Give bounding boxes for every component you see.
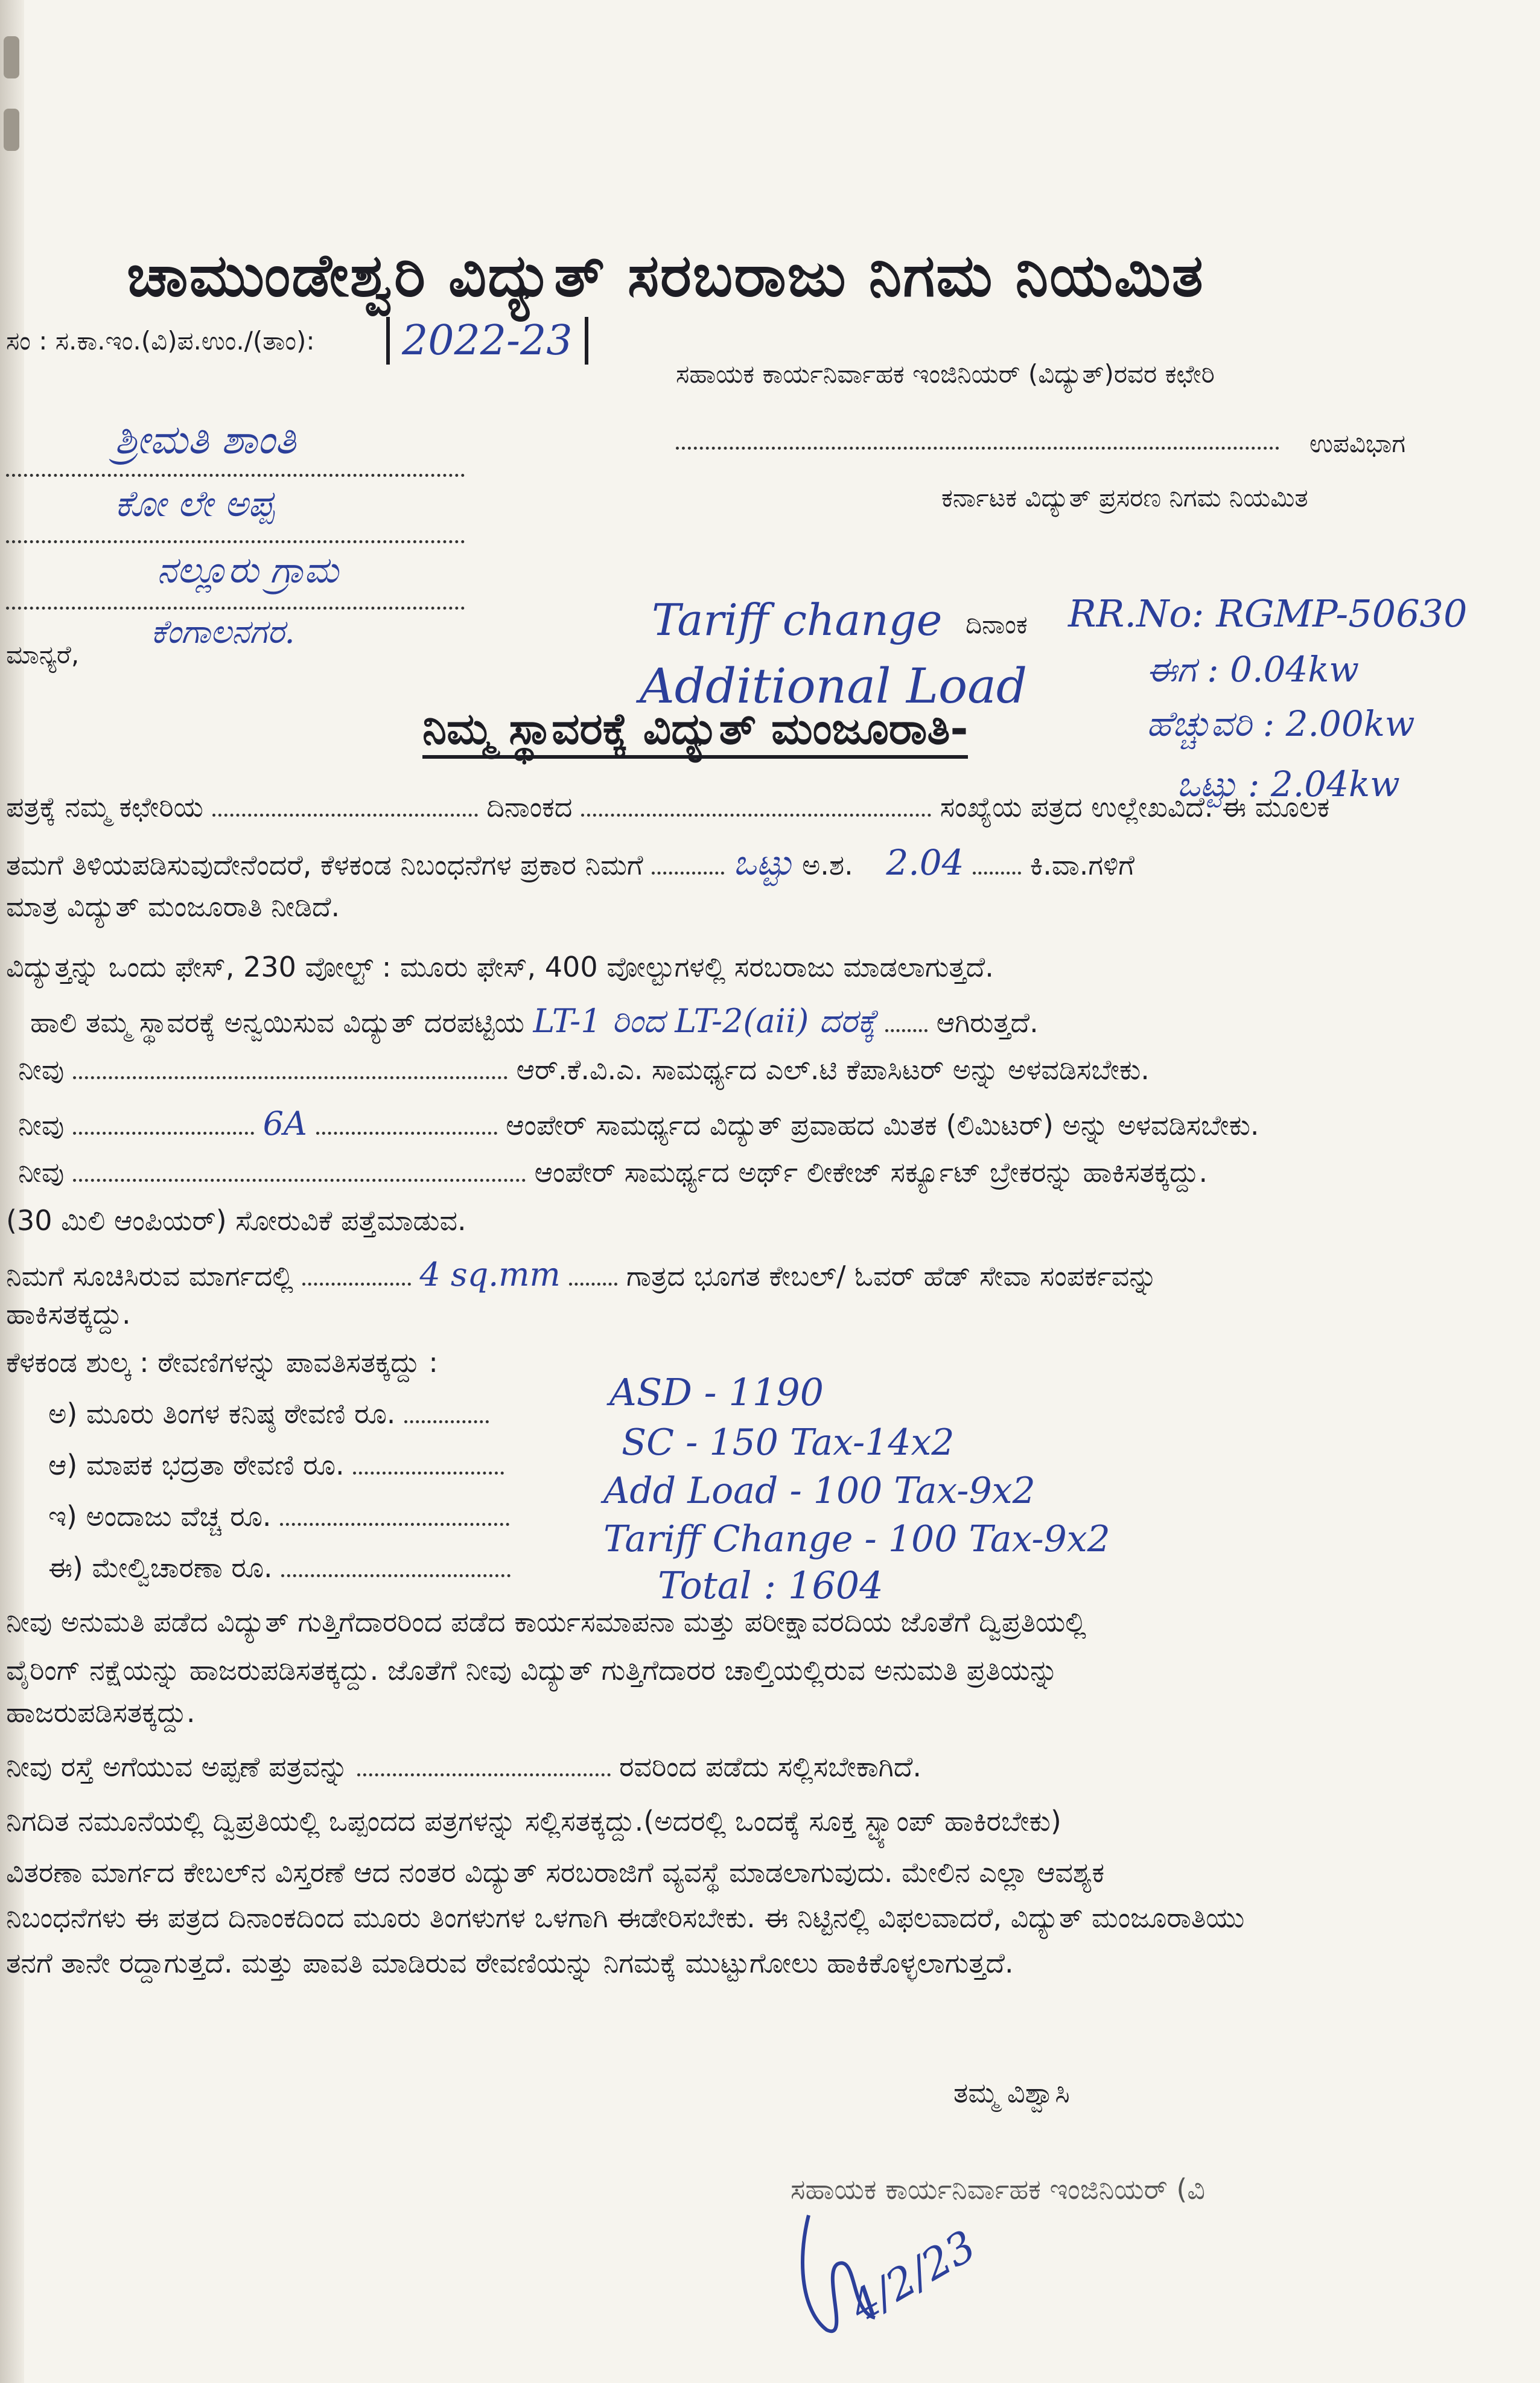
para1-date: ದಿನಾಂಕದ [486,791,573,823]
cable-end: ಹಾಕಿಸತಕ್ಕದ್ದು. [6,1298,131,1330]
limiter-text: ಆಂಪೇರ್ ಸಾಮರ್ಥ್ಯದ ವಿದ್ಯುತ್ ಪ್ರವಾಹದ ಮಿತಕ (ಲಿಮಿಟರ್) ಅನ್ನು ಅಳವಡಿಸಬೇಕು. [506,1109,1259,1141]
address-line-2-box [6,483,465,543]
para1-hp: ಅ.ಶ. [801,849,853,881]
binder-edge [0,0,24,2383]
fee-tariff-value: Tariff Change - 100 Tax-9x2 [603,1518,1110,1560]
additional-load-value: ಹೆಚ್ಚುವರಿ : 2.00kw [1147,703,1415,744]
conditions-line-3: ತನಗೆ ತಾನೇ ರದ್ದಾಗುತ್ತದೆ. ಮತ್ತು ಪಾವತಿ ಮಾಡಿರುವ ಠೇವಣಿಯನ್ನು ನಿಗಮಕ್ಕೆ ಮುಟ್ಟುಗೋಲು ಹಾಕಿಕೊಳ್ಳಲಾಗುತ್ತದೆ. [6,1947,1014,1979]
fee-supervision-label: ಈ) ಮೇಲ್ವಿಚಾರಣಾ ರೂ. [48,1551,273,1584]
tariff-change-note: Tariff change [652,595,943,645]
subject-line: ನಿಮ್ಮ ಸ್ಥಾವರಕ್ಕೆ ವಿದ್ಯುತ್ ಮಂಜೂರಾತಿ- [422,703,968,759]
address-line-3-box [6,549,465,610]
fee-estimate-label: ಇ) ಅಂದಾಜು ವೆಚ್ಚ ರೂ. [48,1500,272,1533]
company-title: ಚಾಮುಂಡೇಶ್ವರಿ ವಿದ್ಯುತ್ ಸರಬರಾಜು ನಿಗಮ ನಿಯಮಿತ [127,241,1204,310]
conditions-line-1: ವಿತರಣಾ ಮಾರ್ಗದ ಕೇಬಲ್‌ನ ವಿಸ್ತರಣೆ ಆದ ನಂತರ ವಿದ್ಯುತ್ ಸರಬರಾಜಿಗೆ ವ್ಯವಸ್ಥೆ ಮಾಡಲಾಗುವುದು. ಮೇಲಿನ ಎಲ್ಲಾ ಆವಶ್ಯಕ [6,1856,1105,1889]
date-label: ದಿನಾಂಕ [966,610,1028,639]
blank-total [652,872,724,875]
capacitor-you: ನೀವು [18,1053,65,1086]
fee-deposit-value: ASD - 1190 [609,1370,824,1414]
subdivision-label: ಉಪವಿಭಾಗ [1309,429,1406,458]
blank-fee3 [280,1523,509,1526]
blank-elcb [73,1179,526,1182]
fees-title: ಕೆಳಕಂಡ ಶುಲ್ಕ : ಠೇವಣಿಗಳನ್ನು ಪಾವತಿಸತಕ್ಕದ್ದು : [6,1346,438,1379]
signature-date: 4/2/23 [841,2221,984,2332]
total-load: ಒಟ್ಟು : 2.04kw [1177,764,1400,805]
blank-fee4 [281,1574,511,1577]
blank-cable-a [302,1283,411,1286]
supply-voltage-note: ವಿದ್ಯುತ್ತನ್ನು ಒಂದು ಫೇಸ್, 230 ವೋಲ್ಟ್ : ಮೂರು ಫೇಸ್, 400 ವೋಲ್ಟುಗಳಲ್ಲಿ ಸರಬರಾಜು ಮಾಡಲಾಗುತ್ತದೆ. [6,951,994,983]
limiter-you: ನೀವು [18,1109,65,1141]
elcb-text: ಆಂಪೇರ್ ಸಾಮರ್ಥ್ಯದ ಅರ್ಥ್ ಲೀಕೇಜ್ ಸರ್ಕ್ಯೂಟ್ ಬ್ರೇಕರನ್ನು ಹಾಕಿಸತಕ್ಕದ್ದು. [534,1156,1208,1188]
rr-number: RR.No: RGMP-50630 [1068,592,1468,636]
cable-label: ನಿಮಗೆ ಸೂಚಿಸಿರುವ ಮಾರ್ಗದಲ್ಲಿ [6,1260,294,1292]
para1-end: ಮಾತ್ರ ವಿದ್ಯುತ್ ಮಂಜೂರಾತಿ ನೀಡಿದೆ. [6,890,340,923]
subdivision-blank [676,423,1279,450]
company-name-footer: ಕರ್ನಾಟಕ ವಿದ್ಯುತ್ ಪ್ರಸರಣ ನಿಗಮ ನಿಯಮಿತ [941,483,1308,512]
fee-total: Total : 1604 [658,1563,883,1607]
blank-fee2 [353,1472,504,1475]
blank-limiter-b [316,1132,497,1135]
office-name: ಸಹಾಯಕ ಕಾರ್ಯನಿರ್ವಾಹಕ ಇಂಜಿನಿಯರ್ (ವಿದ್ಯುತ್)ರವರ ಕಛೇರಿ [676,359,1215,389]
limiter-value: 6A [262,1105,307,1143]
sanction-total-word: ಒಟ್ಟು [733,842,794,883]
blank-fee1 [404,1420,489,1423]
conditions-line-2: ನಿಬಂಧನೆಗಳು ಈ ಪತ್ರದ ದಿನಾಂಕದಿಂದ ಮೂರು ತಿಂಗಳುಗಳ ಒಳಗಾಗಿ ಈಡೇರಿಸಬೇಕು. ಈ ನಿಟ್ಟಿನಲ್ಲಿ ವಿಫಲವಾದರೆ, ವಿದ್ಯುತ್ ಮಂಜೂರಾತಿಯು [6,1901,1245,1934]
fee-deposit-label: ಅ) ಮೂರು ತಿಂಗಳ ಕನಿಷ್ಠ ಠೇವಣಿ ರೂ. [48,1397,396,1430]
additional-load-note: Additional Load [640,658,1028,714]
fee-addload-value: Add Load - 100 Tax-9x2 [603,1470,1036,1512]
completion-report-para: ನೀವು ಅನುಮತಿ ಪಡೆದ ವಿದ್ಯುತ್ ಗುತ್ತಿಗೆದಾರರಿಂದ ಪಡೆದ ಕಾರ್ಯಸಮಾಪನಾ ಮತ್ತು ಪರೀಕ್ಷಾವರದಿಯ ಜೊತೆಗೆ ದ್ವಿಪ್ರತಿಯಲ್ಲಿ [6,1606,1086,1638]
cable-size: 4 sq.mm [419,1255,561,1294]
para1-ref: ಸಂಖ್ಯೆಯ ಪತ್ರದ ಉಲ್ಲೇಖವಿದೆ. ಈ ಮೂಲಕ [940,791,1330,823]
reference-number: 2022-23 [386,317,588,365]
cable-text: ಗಾತ್ರದ ಭೂಗತ ಕೇಬಲ್/ ಓವರ್ ಹೆಡ್ ಸೇವಾ ಸಂಪರ್ಕವನ್ನು [626,1260,1157,1292]
punch-hole [4,109,19,151]
road-cut-label: ನೀವು ರಸ್ತೆ ಅಗೆಯುವ ಅಪ್ಪಣೆ ಪತ್ರವನ್ನು [6,1750,348,1783]
wiring-diagram-para: ವೈರಿಂಗ್ ನಕ್ಷೆಯನ್ನು ಹಾಜರುಪಡಿಸತಕ್ಕದ್ದು. ಜೊತೆಗೆ ನೀವು ವಿದ್ಯುತ್ ಗುತ್ತಿಗೆದಾರರ ಚಾಲ್ತಿಯಲ್ಲಿರುವ ಅನುಮತಿ ಪ್ರತಿಯನ್ನು [6,1654,1058,1686]
road-cut-text: ರವರಿಂದ ಪಡೆದು ಸಲ್ಲಿಸಬೇಕಾಗಿದೆ. [619,1750,922,1783]
para1-start: ಪತ್ರಕ್ಕೆ ನಮ್ಮ ಕಛೇರಿಯ [6,791,203,823]
tariff-value: LT-1 ರಿಂದ LT-2(aii) ದರಕ್ಕೆ [533,1002,877,1040]
para1-intimation: ತಮಗೆ ತಿಳಿಯಪಡಿಸುವುದೇನೆಂದರೆ, ಕೆಳಕಂಡ ನಿಬಂಧನೆಗಳ ಪ್ರಕಾರ ನಿಮಗೆ [6,849,643,881]
yours-faithfully: ತಮ್ಮ ವಿಶ್ವಾಸಿ [953,2076,1070,2109]
addressee-relation: ಕೋ ಲೇ ಅಪ್ಪ [115,483,275,525]
existing-load: ಈಗ : 0.04kw [1147,649,1360,690]
punch-hole [4,36,19,78]
sanctioned-kw: 2.04 [886,842,964,883]
blank-tariff [885,1029,928,1032]
blank-cable-b [569,1283,617,1286]
blank-office [212,814,478,817]
capacitor-text: ಆರ್.ಕೆ.ವಿ.ಎ. ಸಾಮರ್ಥ್ಯದ ಎಲ್.ಟಿ ಕೆಪಾಸಿಟರ್ ಅನ್ನು ಅಳವಡಿಸಬೇಕು. [516,1053,1150,1086]
blank-kw [973,872,1021,875]
agreement-para: ನಿಗದಿತ ನಮೂನೆಯಲ್ಲಿ ದ್ವಿಪ್ರತಿಯಲ್ಲಿ ಒಪ್ಪಂದದ ಪತ್ರಗಳನ್ನು ಸಲ್ಲಿಸತಕ್ಕದ್ದು.(ಅದರಲ್ಲಿ ಒಂದಕ್ಕೆ ಸೂಕ್ತ ಸ್ಟ್ಯಾಂಪ್ ಹಾಕಿರಬೇಕು) [6,1805,1061,1837]
addressee-town: ಕೆಂಗಾಲನಗರ. [151,613,295,651]
tariff-suffix: ಆಗಿರುತ್ತದೆ. [936,1006,1039,1039]
addressee-village: ನಲ್ಲೂರು ಗ್ರಾಮ [157,549,339,592]
salutation: ಮಾನ್ಯರೆ, [6,640,80,669]
blank-date [581,814,931,817]
blank-capacitor [73,1076,508,1079]
para1-kw-label: ಕಿ.ವಾ.ಗಳಿಗೆ [1029,849,1135,881]
addressee-name: ಶ್ರೀಮತಿ ಶಾಂತಿ [115,416,296,463]
designation: ಸಹಾಯಕ ಕಾರ್ಯನಿರ್ವಾಹಕ ಇಂಜಿನಿಯರ್ (ವಿ [791,2173,1206,2206]
fee-meter-value: SC - 150 Tax-14x2 [622,1421,955,1464]
elcb-you: ನೀವು [18,1156,65,1188]
elcb-rating: (30 ಮಿಲಿ ಆಂಪಿಯರ್) ಸೋರುವಿಕೆ ಪತ್ತೆಮಾಡುವ. [6,1204,466,1237]
reference-label: ಸಂ : ಸ.ಕಾ.ಇಂ.(ವಿ)ಪ.ಉಂ./(ತಾಂ): [6,326,315,356]
permit-para-end: ಹಾಜರುಪಡಿಸತಕ್ಕದ್ದು. [6,1696,196,1729]
tariff-label: ಹಾಲಿ ತಮ್ಮ ಸ್ಥಾವರಕ್ಕೆ ಅನ್ವಯಿಸುವ ವಿದ್ಯುತ್ ದರಪಟ್ಟಿಯ [30,1006,524,1039]
address-line-1-box [6,416,465,477]
blank-road-cut [357,1773,611,1776]
blank-limiter-a [73,1132,254,1135]
fee-meter-label: ಆ) ಮಾಪಕ ಭದ್ರತಾ ಠೇವಣಿ ರೂ. [48,1449,345,1481]
